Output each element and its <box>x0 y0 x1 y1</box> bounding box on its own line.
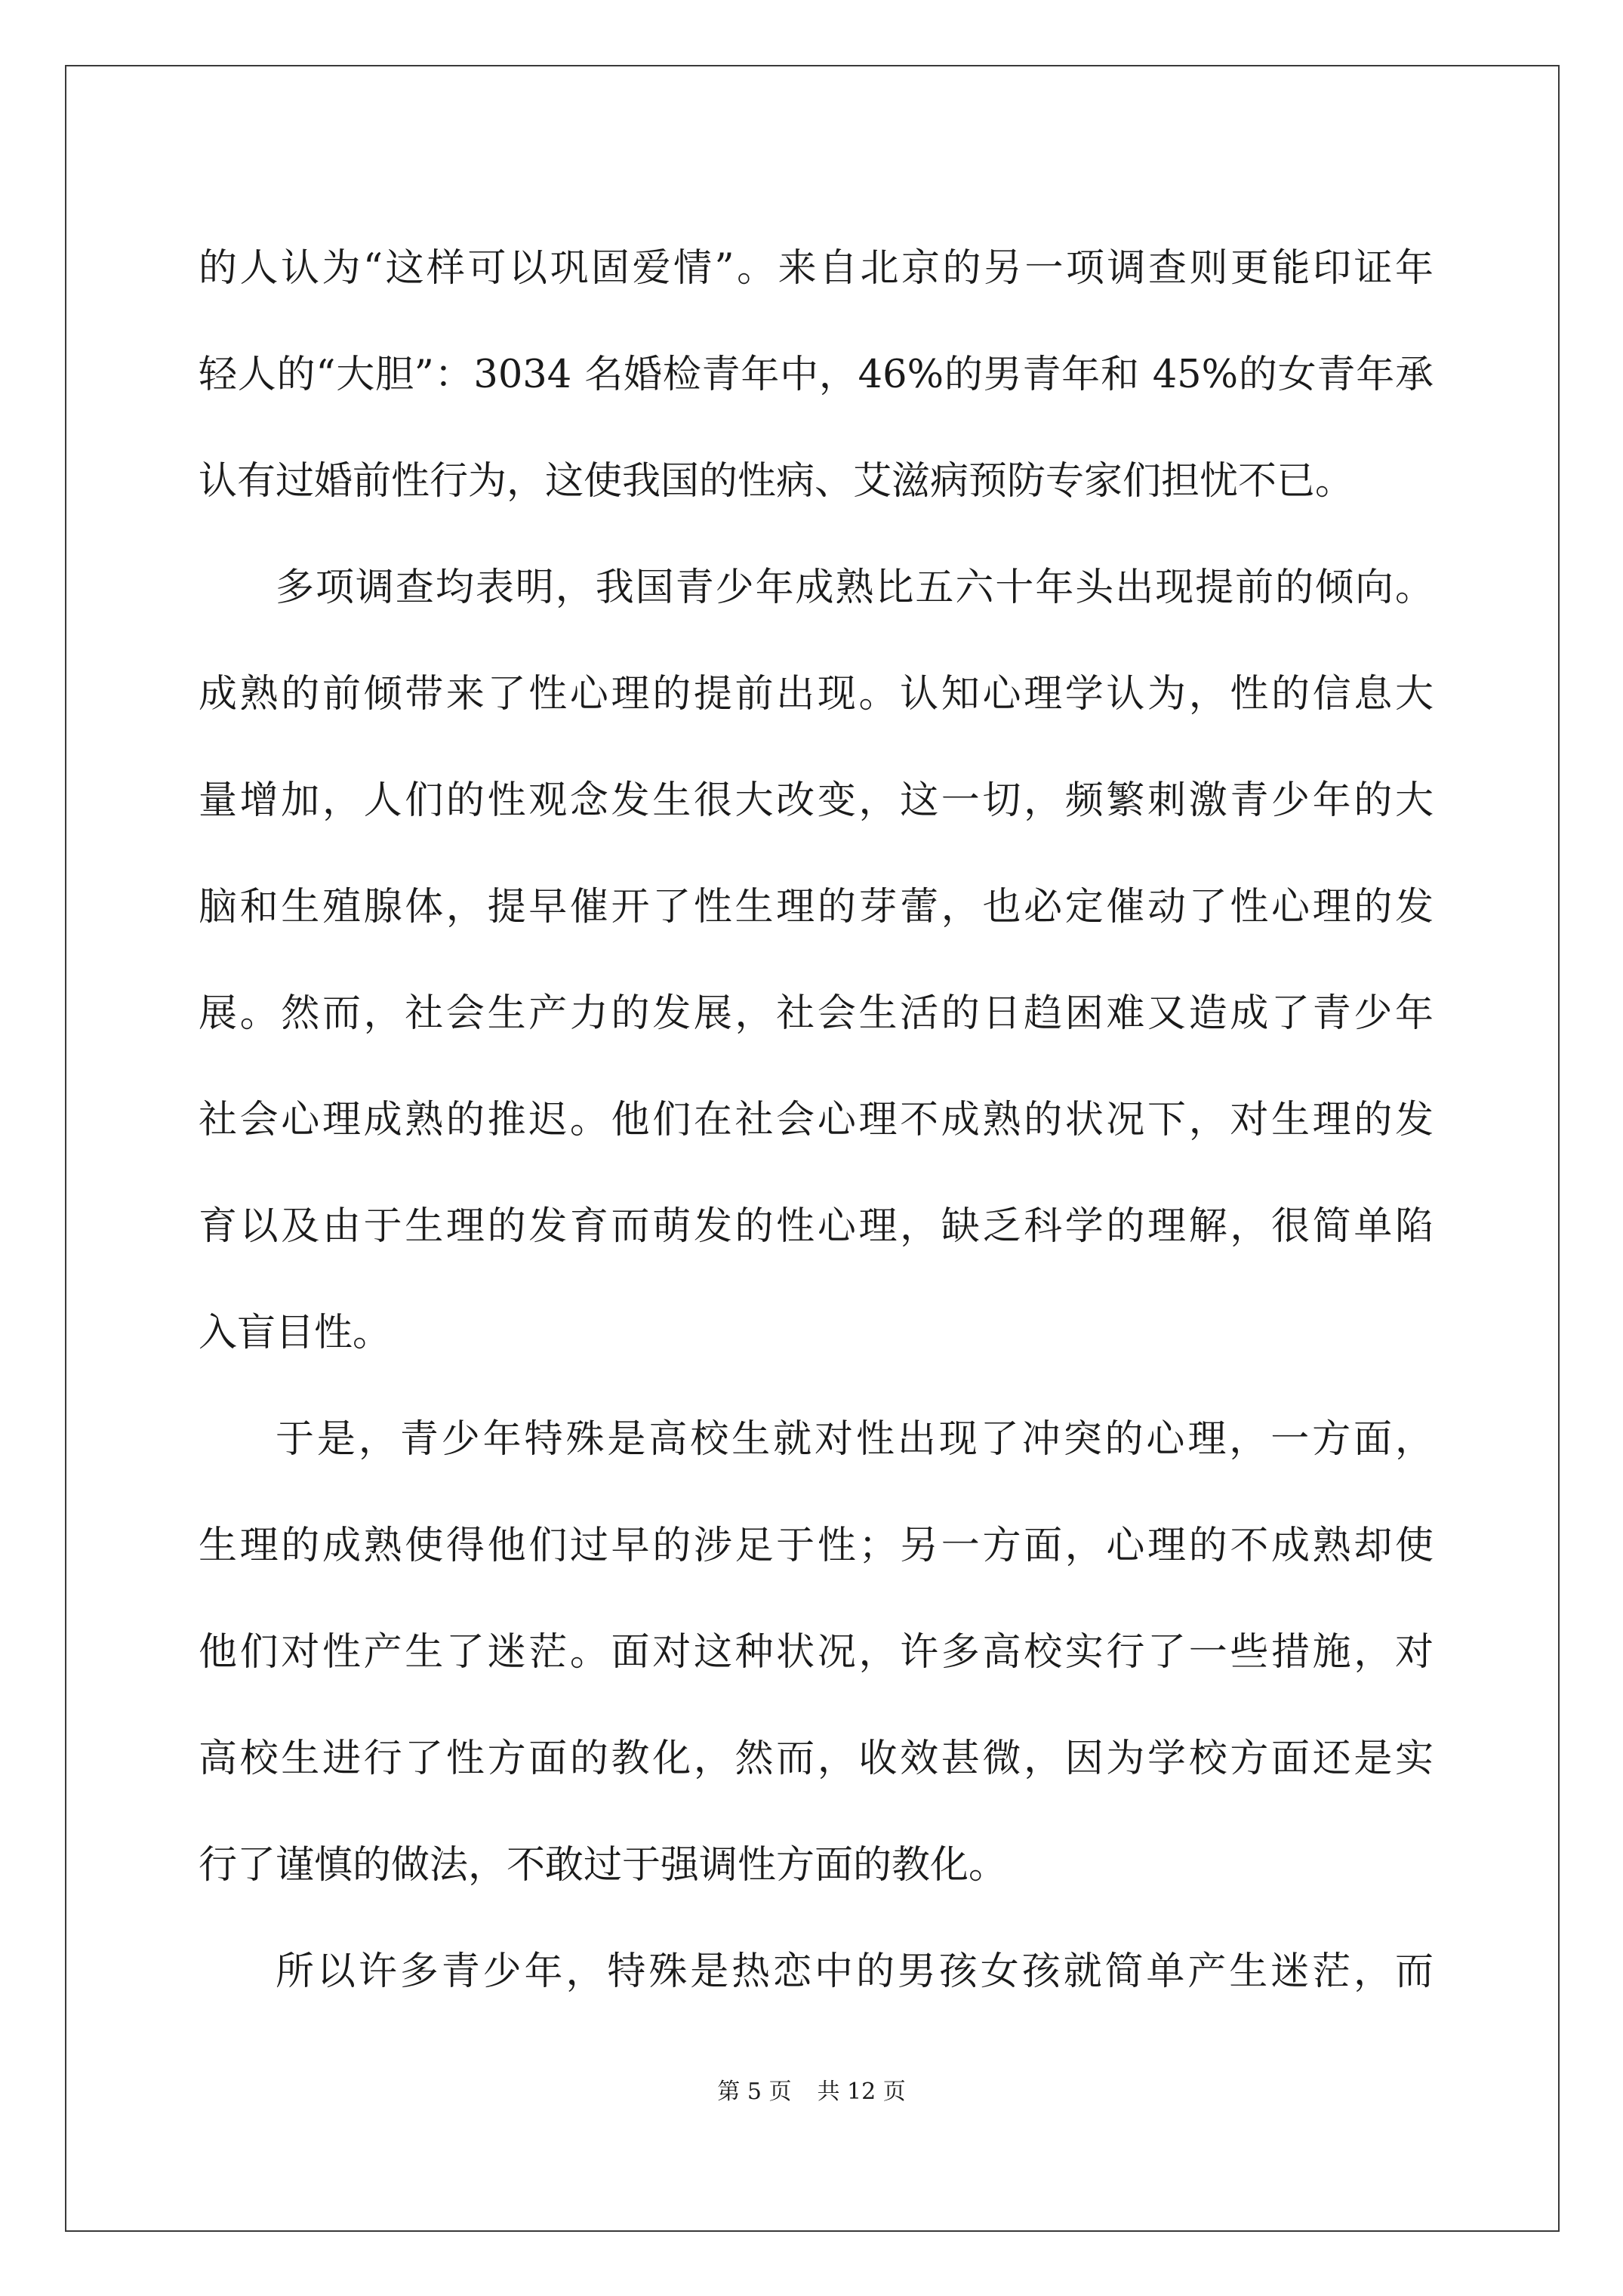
text-line: 入盲目性。 <box>199 1311 392 1355</box>
text-line: 社会心理成熟的推迟。他们在社会心理不成熟的状况下，对生理的发 <box>199 1098 1434 1142</box>
text-line: 成熟的前倾带来了性心理的提前出现。认知心理学认为，性的信息大 <box>199 672 1434 717</box>
text-line: 育以及由于生理的发育而萌发的性心理，缺乏科学的理解，很简单陷 <box>199 1204 1434 1249</box>
document-body <box>199 215 1434 2025</box>
text-line: 行了谨慎的做法，不敢过于强调性方面的教化。 <box>199 1843 1008 1888</box>
paragraph-first-line: 所以许多青少年，特殊是热恋中的男孩女孩就简单产生迷茫，而 <box>276 1949 1434 1994</box>
text-line: 他们对性产生了迷茫。面对这种状况，许多高校实行了一些措施，对 <box>199 1630 1434 1675</box>
text-line: 展。然而，社会生产力的发展，社会生活的日趋困难又造成了青少年 <box>199 991 1434 1036</box>
page-total: 共 12 页 <box>817 2079 906 2105</box>
page-footer <box>0 2073 1623 2106</box>
paragraph-first-line: 多项调查均表明，我国青少年成熟比五六十年头出现提前的倾向。 <box>276 566 1434 610</box>
text-line: 的人认为“这样可以巩固爱情”。来自北京的另一项调查则更能印证年 <box>199 246 1434 291</box>
page-number: 第 5 页 <box>717 2079 792 2105</box>
text-line: 量增加，人们的性观念发生很大改变，这一切，频繁刺激青少年的大 <box>199 778 1434 823</box>
text-line: 生理的成熟使得他们过早的涉足于性；另一方面，心理的不成熟却使 <box>199 1524 1434 1568</box>
text-line: 轻人的“大胆”：3034 名婚检青年中，46%的男青年和 45%的女青年承 <box>199 353 1434 397</box>
text-line: 认有过婚前性行为，这使我国的性病、艾滋病预防专家们担忧不已。 <box>199 459 1354 504</box>
paragraph-first-line: 于是，青少年特殊是高校生就对性出现了冲突的心理，一方面， <box>276 1417 1434 1462</box>
text-line: 脑和生殖腺体，提早催开了性生理的芽蕾，也必定催动了性心理的发 <box>199 885 1434 929</box>
text-line: 高校生进行了性方面的教化，然而，收效甚微，因为学校方面还是实 <box>199 1737 1434 1781</box>
